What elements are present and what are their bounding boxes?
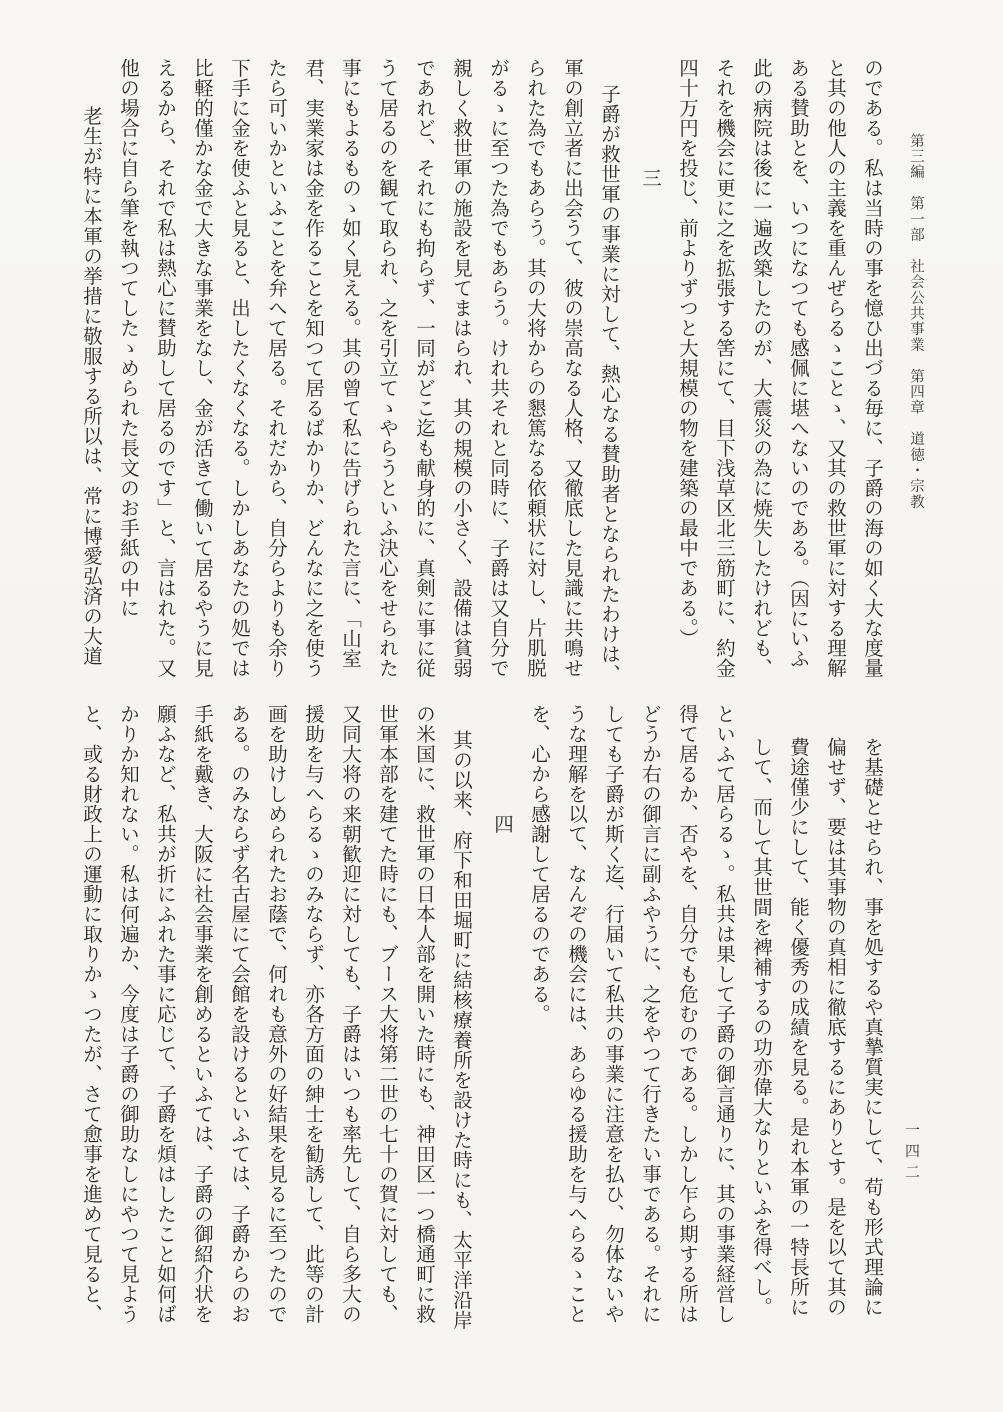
text-column: 援助を与へらるゝのみならず、亦各方面の紳士を勧誘して、此等の計 bbox=[302, 704, 325, 1324]
text-column: を、心から感謝して居るのである。 bbox=[528, 704, 551, 1024]
text-column: それを機会に更に之を拡張する筈にて、目下浅草区北三筋町に、約金 bbox=[713, 58, 736, 678]
running-header: 第三編 第一部 社会公共事業 第四章 道徳・宗教 bbox=[908, 133, 924, 510]
text-column: 偏せず、要は其事物の真相に徹底するにありとす。是を以て其の bbox=[824, 737, 847, 1317]
text-column: 世軍本部を建てた時にも、ブース大将第二世の七十の賀に対しても、 bbox=[376, 704, 399, 1324]
text-column: 君、実業家は金を作ることを知つて居るばかりか、どんなに之を使う bbox=[302, 58, 325, 678]
text-column: うな理解を以て、なんぞの機会には、あらゆる援助を与へらるゝこと bbox=[565, 704, 588, 1324]
text-column: どうか右の御言に副ふやうに、之をやつて行きたい事である。それに bbox=[639, 704, 662, 1324]
section-heading: 三 bbox=[639, 168, 662, 188]
text-column: と、或る財政上の運動に取りかゝつたが、さて愈事を進めて見ると、 bbox=[80, 704, 103, 1324]
page-number: 一四二 bbox=[903, 1122, 921, 1185]
section-heading: 四 bbox=[491, 814, 514, 834]
text-column: 軍の創立者に出会うて、彼の崇高なる人格、又徹底した見識に共鳴せ bbox=[561, 58, 584, 678]
text-column: であれど、それにも拘らず、一同がどこ迄も献身的に、真剣に事に従 bbox=[413, 58, 436, 678]
text-column: といふて居らるゝ。私共は果して子爵の御言通りに、其の事業経営し bbox=[713, 704, 736, 1324]
text-column: うて居るのを観て取られ、之を引立てゝやらうといふ決心をせられた bbox=[376, 58, 399, 678]
text-column: 子爵が救世軍の事業に対して、熱心なる賛助者となられたわけは、 bbox=[598, 84, 621, 684]
text-column: 画を助けしめられたお蔭で、何れも意外の好結果を見るに至つたので bbox=[265, 704, 288, 1324]
text-column: 他の場合に自ら筆を執つてしたゝめられた長文のお手紙の中に bbox=[117, 58, 140, 618]
text-column: たら可いかといふことを弁へて居る。それだから、自分らよりも余り bbox=[265, 58, 288, 678]
text-column: 手紙を戴き、大阪に社会事業を創めるといふては、子爵の御紹介状を bbox=[191, 704, 214, 1324]
bottom-text-block bbox=[73, 704, 891, 1330]
text-column: がるゝに至つた為でもあらう。けれ共それと同時に、子爵は又自分で bbox=[487, 58, 510, 678]
text-column: ある賛助とを、いつになつても感佩に堪へないのである。（因にいふ bbox=[787, 58, 810, 669]
text-column: を基礎とせられ、事を処するや真摯質実にして、苟も形式理論に bbox=[861, 737, 884, 1317]
text-column: 其の以来、府下和田堀町に結核療養所を設けた時にも、太平洋沿岸 bbox=[450, 730, 473, 1330]
text-column: 願ふなど、私共が折にふれた事に応じて、子爵を煩はしたこと如何ば bbox=[154, 704, 177, 1324]
text-column: 比軽的僅かな金で大きな事業をなし、金が活きて働いて居るやうに見 bbox=[191, 58, 214, 678]
top-text-block bbox=[73, 58, 891, 684]
text-column: 四十万円を投じ、前よりずつと大規模の物を建築の最中である。） bbox=[676, 58, 699, 649]
text-column: ある。のみならず名古屋にて会館を設けるといふては、子爵からのお bbox=[228, 704, 251, 1324]
text-column: のである。私は当時の事を憶ひ出づる毎に、子爵の海の如く大な度量 bbox=[861, 58, 884, 678]
text-column: して、而して其世間を裨補するの功亦偉大なりといふを得べし。 bbox=[750, 737, 773, 1317]
text-column: かりか知れない。私は何遍か、今度は子爵の御助なしにやつて見よう bbox=[117, 704, 140, 1324]
text-column: しても子爵が斯く迄、行届いて私共の事業に注意を払ひ、勿体ないや bbox=[602, 704, 625, 1324]
text-column: られた為でもあらう。其の大将からの懇篤なる依頼状に対し、片肌脱 bbox=[524, 58, 547, 678]
text-column: 下手に金を使ふと見ると、出したくなくなる。しかしあなたの処では bbox=[228, 58, 251, 678]
text-column: 得て居るか、否やを、自分でも危むのである。しかし乍ら期する所は bbox=[676, 704, 699, 1324]
text-column: 事にもよるものゝ如く見える。其の曾て私に告げられた言に、「山室 bbox=[339, 58, 362, 669]
text-column: 此の病院は後に一遍改築したのが、大震災の為に焼失したけれども、 bbox=[750, 58, 773, 678]
text-column: 費途僅少にして、能く優秀の成績を見る。是れ本軍の一特長所に bbox=[787, 737, 810, 1317]
text-column: と其の他人の主義を重んぜらるゝことゝ、又其の救世軍に対する理解 bbox=[824, 58, 847, 678]
text-column: 又同大将の来朝歓迎に対しても、子爵はいつも率先して、自ら多大の bbox=[339, 704, 362, 1324]
text-column: 老生が特に本軍の挙措に敬服する所以は、常に博愛弘済の大道 bbox=[80, 106, 103, 666]
text-column: の米国に、救世軍の日本人部を開いた時にも、神田区一つ橋通町に救 bbox=[413, 704, 436, 1324]
text-column: えるから、それで私は熱心に賛助して居るのです」と、言はれた。又 bbox=[154, 58, 177, 678]
text-column: 親しく救世軍の施設を見てまはられ、其の規模の小さく、設備は貧弱 bbox=[450, 58, 473, 678]
